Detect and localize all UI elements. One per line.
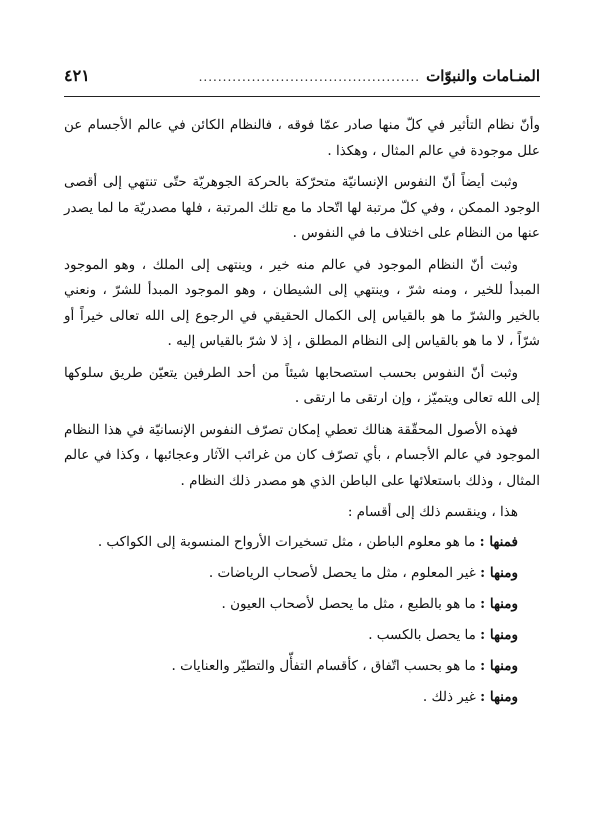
paragraph: وثبت أنّ النفوس بحسب استصحابها شيئاً من أحد الطرفين يتعيّن طريق سلوكها إلى الله تعالى ويتميّز ، وإن ارتقى ما ارتقى .	[64, 364, 540, 406]
list-item-lead: ومنها :	[480, 688, 518, 705]
list-item	[64, 622, 540, 648]
category-list	[64, 529, 540, 710]
list-item-lead: ومنها :	[480, 564, 518, 581]
list-item	[64, 653, 540, 679]
header-title: المنـامات والنبوّات	[426, 67, 540, 85]
list-item-lead: ومنها :	[480, 595, 518, 612]
paragraph: فهذه الأصول المحقّقة هنالك تعطي إمكان تصرّف النفوس الإنسانيّة في هذا النظام الموجود في عالم الأجسام ، بأي تصرّف كان من غرائب الآثار وعجائبها ، وكذا في عالم المثال ، وذلك باستعلائها على الباطن الذي هو مصدر ذلك النظام .	[64, 421, 540, 489]
list-item-lead: ومنها :	[480, 657, 518, 674]
paragraph: وأنّ نظام التأثير في كلّ منها صادر عمّا فوقه ، فالنظام الكائن في عالم الأجسام عن علل موجودة في عالم المثال ، وهكذا .	[64, 117, 540, 159]
list-item	[64, 529, 540, 555]
list-item	[64, 560, 540, 586]
list-item-text: ما هو بالطبع ، مثل ما يحصل لأصحاب العيون .	[221, 595, 476, 612]
list-item-text: ما هو بحسب اتّفاق ، كأقسام التفأّل والتطيّر والعنايات .	[171, 657, 476, 674]
list-item-text: غير المعلوم ، مثل ما يحصل لأصحاب الرياضات .	[208, 564, 476, 581]
list-item-lead: ومنها :	[480, 626, 518, 643]
list-item	[64, 684, 540, 710]
page	[64, 66, 540, 815]
paragraph: وثبت أيضاً أنّ النفوس الإنسانيّة متحرّكة بالحركة الجوهريّة حتّى تنتهي إلى أقصى الوجود الممكن ، وفي كلّ مرتبة لها اتّحاد ما مع تلك المرتبة ، فلها مصدريّة ما لما يصدر عنها من النظام على اختلاف ما في النفوس .	[64, 174, 540, 241]
list-item-text: ما هو معلوم الباطن ، مثل تسخيرات الأرواح المنسوبة إلى الكواكب .	[97, 533, 476, 550]
page-number: ٤٢١	[64, 66, 90, 85]
list-item-text: ما يحصل بالكسب .	[368, 626, 476, 643]
running-head	[64, 66, 540, 97]
header-dot-leader: ..............................................	[198, 70, 421, 84]
list-item-lead: فمنها :	[479, 533, 518, 550]
list-item	[64, 591, 540, 617]
list-item-text: غير ذلك .	[422, 688, 476, 705]
list-intro: هذا ، وينقسم ذلك إلى أقسام :	[347, 504, 518, 520]
paragraph: وثبت أنّ النظام الموجود في عالم منه خير ، وينتهى إلى الملك ، وهو الموجود المبدأ للخير ، ومنه شرّ ، وينتهي إلى الشيطان ، وهو الموجود المبدأ للشرّ ، ونعني بالخير والشرّ ما هو بالقياس إلى الكمال الحقيقي في الرجوع إلى الله تعالى خيراً أو شرّاً ، لا ما هو بالقياس إلى النظام المطلق ، إذ لا شرّ بالقياس إليه .	[64, 256, 540, 349]
body-text	[64, 113, 540, 710]
